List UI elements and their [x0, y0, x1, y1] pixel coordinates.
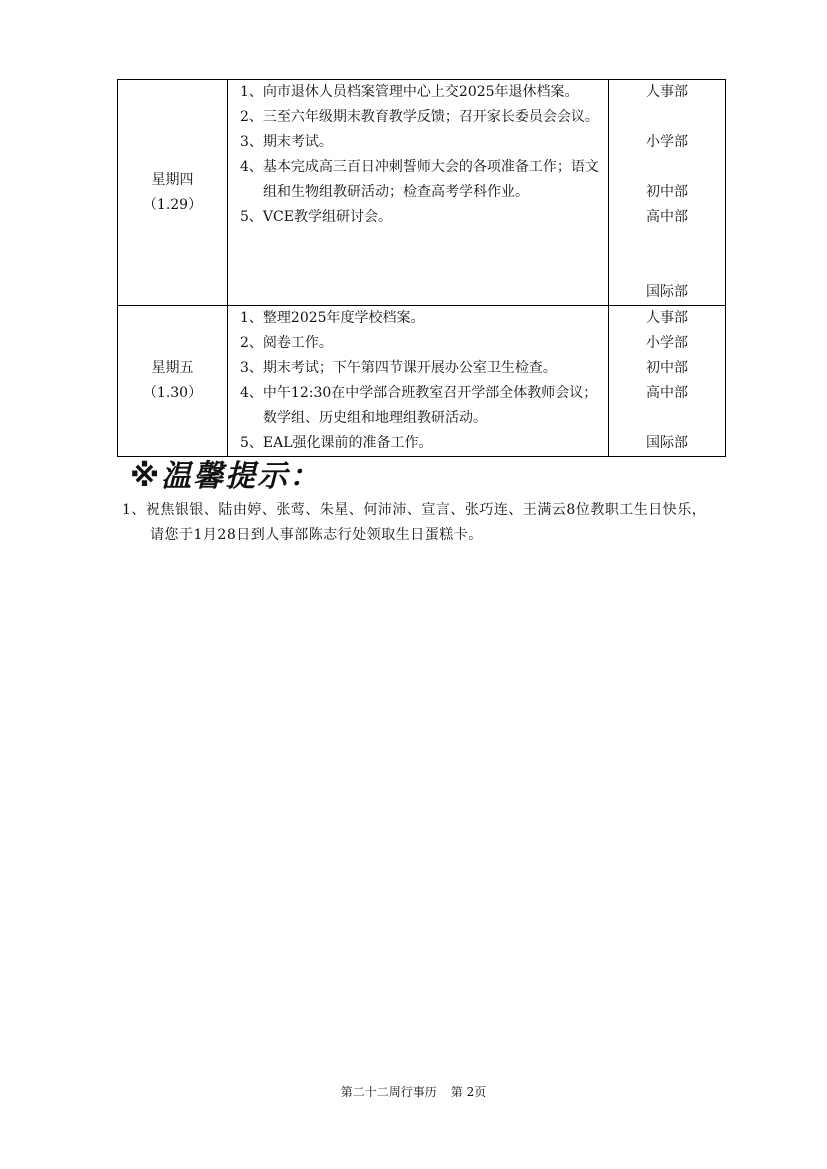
- task-item: 4、基本完成高三百日冲刺誓师大会的各项准备工作；语文组和生物组教研活动；检查高考学科作业。: [240, 159, 599, 200]
- department-label: 人事部: [646, 310, 688, 326]
- task-item: 4、中午12:30在中学部合班教室召开学部全体教师会议；数学组、历史组和地理组教研活动。: [240, 385, 598, 426]
- department-label: 高中部: [646, 385, 688, 401]
- department-label: [609, 230, 725, 255]
- day-date: （1.30）: [142, 385, 203, 401]
- task-item: 3、期末考试。: [240, 134, 333, 150]
- schedule-table: [117, 79, 726, 457]
- task-item: 1、整理2025年度学校档案。: [240, 310, 425, 326]
- department-label: [609, 105, 725, 130]
- department-cell: [609, 80, 726, 306]
- schedule-row-thursday: [118, 80, 726, 306]
- task-cell: [228, 80, 609, 306]
- department-label: 初中部: [646, 360, 688, 376]
- department-label: 人事部: [646, 84, 688, 100]
- day-date: （1.29）: [142, 196, 203, 213]
- tips-list: [122, 498, 712, 548]
- task-item: 2、三至六年级期末教育教学反馈；召开家长委员会会议。: [240, 109, 599, 125]
- day-cell: [118, 80, 228, 306]
- day-cell: [118, 306, 228, 457]
- footer-title: 第二十二周行事历: [340, 1085, 437, 1099]
- day-name: 星期五: [151, 360, 194, 376]
- task-item: 5、VCE教学组研讨会。: [240, 209, 392, 225]
- department-label: 小学部: [646, 134, 688, 150]
- schedule-row-friday: [118, 306, 726, 457]
- tips-heading: ※温馨提示：: [130, 459, 322, 494]
- department-label: 国际部: [646, 284, 688, 300]
- page-number: 第 2页: [450, 1085, 487, 1099]
- department-cell: [609, 306, 726, 457]
- department-label: 初中部: [646, 184, 688, 200]
- department-label: 小学部: [646, 335, 688, 351]
- task-item: 2、阅卷工作。: [240, 335, 333, 351]
- task-item: 1、向市退休人员档案管理中心上交2025年退休档案。: [240, 84, 579, 100]
- page-footer: [0, 1084, 827, 1100]
- tip-item: 1、祝焦银银、陆由婷、张莺、朱星、何沛沛、宣言、张巧连、王满云8位教职工生日快乐，请您于1月28日到人事部陈志行处领取生日蛋糕卡。: [122, 502, 707, 543]
- department-label: [609, 255, 725, 280]
- task-item: 3、期末考试；下午第四节课开展办公室卫生检查。: [240, 360, 557, 376]
- task-cell: [228, 306, 609, 457]
- task-item: 5、EAL强化课前的准备工作。: [240, 435, 433, 451]
- department-label: 高中部: [646, 209, 688, 225]
- department-label: [609, 155, 725, 180]
- department-label: [609, 406, 725, 431]
- day-name: 星期四: [151, 171, 194, 188]
- department-label: 国际部: [646, 435, 688, 451]
